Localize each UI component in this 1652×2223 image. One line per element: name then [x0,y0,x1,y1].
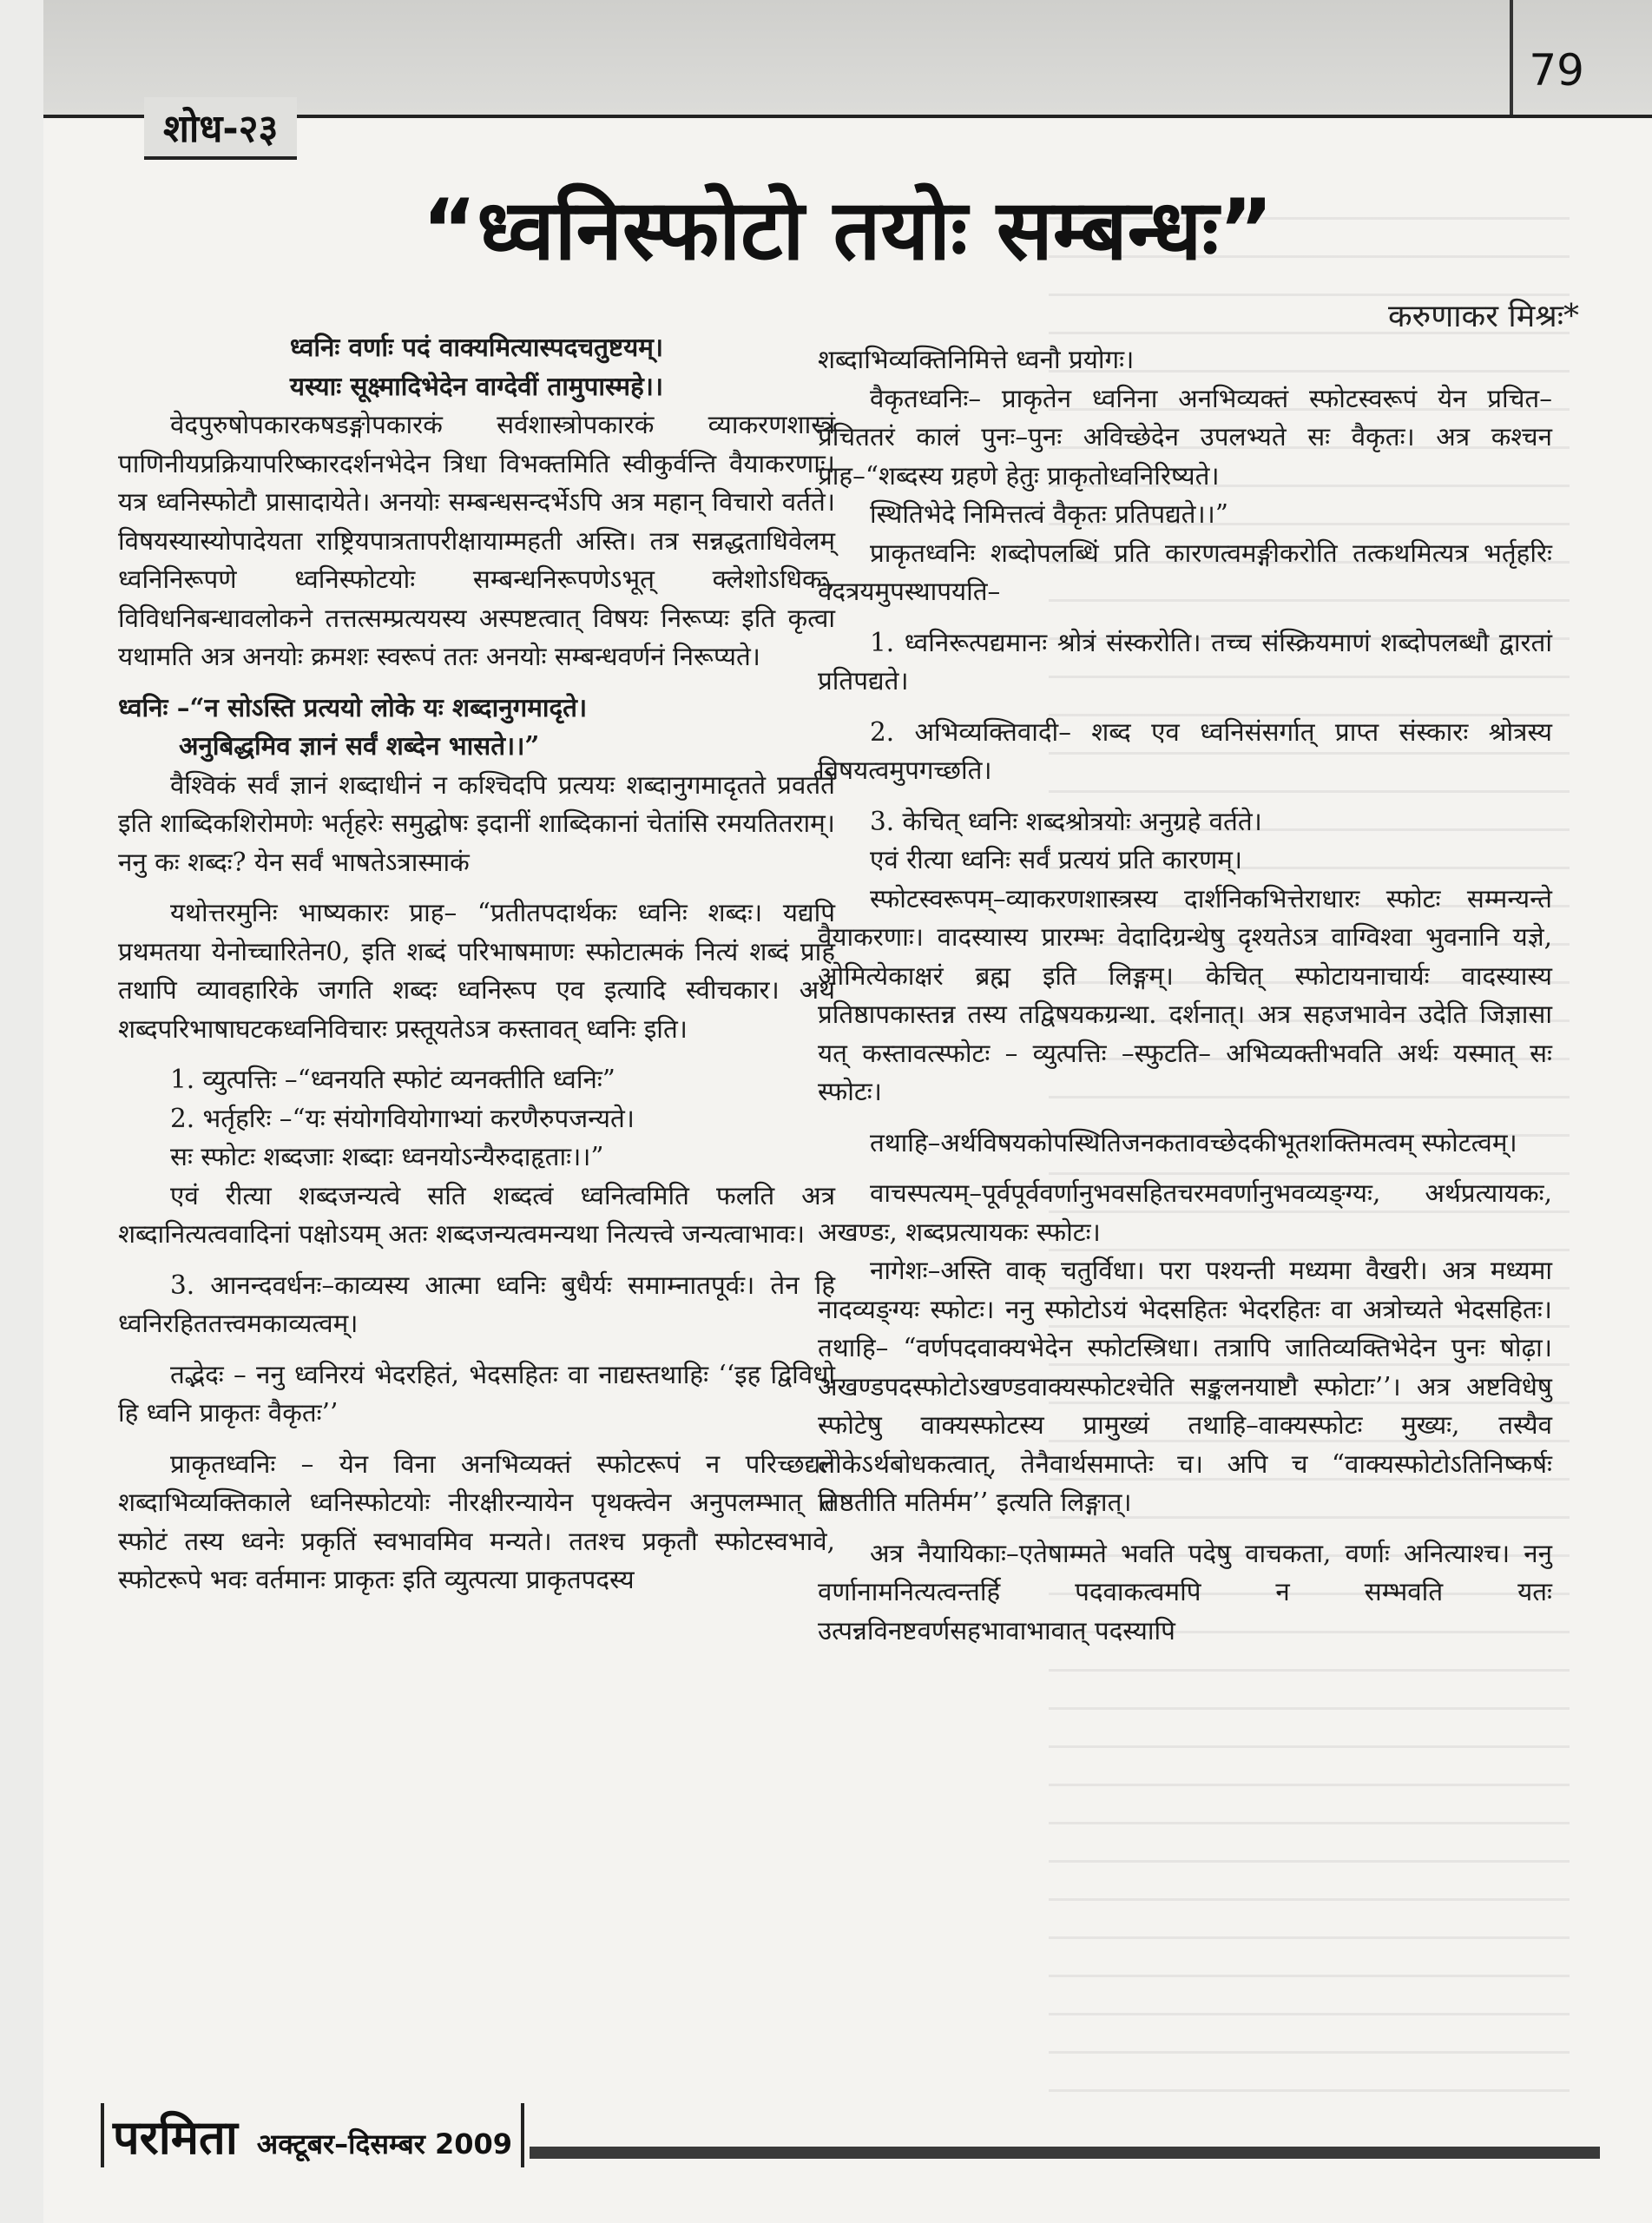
paragraph: वेदपुरुषोपकारकषडङ्गोपकारकं सर्वशास्त्रोपकारकं व्याकरणशास्त्रं पाणिनीयप्रक्रियापरिष्कारदर्शनभेदेन त्रिधा विभक्तमिति स्वीकुर्वन्ति वैयाकरणाः। यत्र ध्वनिस्फोटौ प्रासादायेते। अनयोः सम्बन्धसन्दर्भेऽपि अत्र महान् विचारो वर्तते। विषयस्यास्योपादेयता राष्ट्रियपात्रतापरीक्षायाम्महती अस्ति। तत्र सन्नद्धताधिवेलम् ध्वनिनिरूपणे ध्वनिस्फोटयोः सम्बन्धनिरूपणेऽभूत् क्लेशोऽधिकः, विविधनिबन्धावलोकने तत्तत्सम्प्रत्ययस्य अस्पष्टत्वात् विषयः निरूप्यः इति कृत्वा यथामति अत्र अनयोः क्रमशः स्वरूपं ततः अनयोः सम्बन्धवर्णनं निरूप्यते। [118,410,835,671]
list-item: 1. व्युत्पत्तिः –“ध्वनयति स्फोटं व्यनक्तीति ध्वनिः” [170,1065,615,1094]
paragraph: एवं रीत्या शब्दजन्यत्वे सति शब्दत्वं ध्वनित्वमिति फलति अत्र शब्दानित्यत्ववादिनां पक्षोऽयम् अतः शब्दजन्यत्वमन्यथा नित्यत्त्वे जन्यत्वाभावः। [118,1180,835,1249]
list-item: 2. भर्तृहरिः –“यः संयोगवियोगाभ्यां करणैरुपजन्यते। [170,1103,635,1133]
header-divider [1510,0,1513,115]
page-footer [43,2103,1652,2173]
verse-line: ध्वनिः वर्णाः पदं वाक्यमित्यास्पदचतुष्टयम्। [289,332,664,362]
paragraph: 3. आनन्दवर्धनः–काव्यस्य आत्मा ध्वनिः बुधैर्यः समाम्नातपूर्वः। तेन हि ध्वनिरहिततत्त्वमकाव्यत्वम्। [118,1270,835,1338]
paragraph: वैश्विकं सर्वं ज्ञानं शब्दाधीनं न कश्चिदपि प्रत्ययः शब्दानुगमादृतते प्रवर्तते इति शाब्दिकशिरोमणेः भर्तृहरेः समुद्घोषः इदानीं शाब्दिकानां चेतांसि रमयतितराम्। ननु कः शब्दः? येन सर्वं भाषतेऽत्रास्माकं [118,769,835,877]
paragraph: एवं रीत्या ध्वनिः सर्वं प्रत्ययं प्रति कारणम्। [870,845,1243,874]
footer-masthead [101,2103,524,2167]
verse-line: अनुबिद्धमिव ज्ञानं सर्वं शब्देन भासते।।” [179,730,540,761]
verse-line: सः स्फोटः शब्दजाः शब्दाः ध्वनयोऽन्यैरुदाहृताः।।” [170,1142,604,1171]
paragraph: प्राकृतध्वनिः – येन विना अनभिव्यक्तं स्फोटरूपं न परिच्छद्यते शब्दाभिव्यक्तिकाले ध्वनिस्फोटयोः नीरक्षीरन्यायेन पृथक्त्वेन अनुपलम्भात् तं स्फोटं तस्य ध्वनेः प्रकृतिं स्वभावमिव मन्यते। ततश्च प्रकृतौ स्फोटस्वभावे, स्फोटरूपे भवः वर्तमानः प्राकृतः इति व्युत्पत्या प्राकृतपदस्य [118,1448,835,1594]
section-tag: शोध-२३ [144,97,297,160]
paragraph: प्राकृतध्वनिः शब्दोपलब्धिं प्रति कारणत्वमङ्गीकरोति तत्कथमित्यत्र भर्तृहरिः वेदत्रयमुपस्थापयति– [818,538,1552,606]
paragraph: शब्दाभिव्यक्तिनिमित्ते ध्वनौ प्रयोगः। [818,345,1135,374]
paragraph: वैकृतध्वनिः– प्राकृतेन ध्वनिना अनभिव्यक्तं स्फोटस्वरूपं येन प्रचित–प्रचिततरं कालं पुनः–पुनः अविच्छेदेन उपलभ्यते सः वैकृतः। अत्र कश्चन प्राह–“शब्दस्य ग्रहणे हेतुः प्राकृतोध्वनिरिष्यते। [818,383,1552,491]
paragraph: तद्भेदः – ननु ध्वनिरयं भेदरहितं, भेदसहितः वा नाद्यस्तथाहिः ‘‘इह द्विविधो हि ध्वनि प्राकृतः वैकृतः’’ [118,1359,835,1428]
magazine-page [43,0,1652,2223]
verse-line: ध्वनिः –“न सोऽस्ति प्रत्ययो लोके यः शब्दानुगमादृते। [118,691,588,722]
paragraph: नागेशः–अस्ति वाक् चतुर्विधा। परा पश्यन्ती मध्यमा वैखरी। अत्र मध्यमा नादव्यङ्ग्यः स्फोटः। ननु स्फोटोऽयं भेदसहितः भेदरहितः वा अत्रोच्यते भेदसहितः। तथाहि– “वर्णपदवाक्यभेदेन स्फोटस्त्रिधा। तत्रापि जातिव्यक्तिभेदेन पुनः षोढ़ा। अखण्डपदस्फोटोऽखण्डवाक्यस्फोटश्चेति सङ्कलनयाष्टौ स्फोटाः’’। अत्र अष्टविधेषु स्फोटेषु वाक्यस्फोटस्य प्रामुख्यं तथाहि–वाक्यस्फोटः मुख्यः, तस्यैव लोकेऽर्थबोधकत्वात्, तेनैवार्थसमाप्तेः च। अपि च “वाक्यस्फोटोऽतिनिष्कर्षः तिष्ठतीति मतिर्मम’’ इत्यति लिङ्गात्। [818,1256,1552,1517]
left-column [118,328,835,1600]
page-number: 79 [1529,45,1584,96]
issue-date: अक्टूबर–दिसम्बर 2009 [256,2127,513,2160]
magazine-name: परमिता [113,2110,238,2165]
verse-line: स्थितिभेदे निमित्तत्वं वैकृतः प्रतिपद्यते।।” [870,499,1228,529]
list-item: 2. अभिव्यक्तिवादी– शब्द एव ध्वनिसंसर्गात् प्राप्त संस्कारः श्रोत्रस्य विषयत्वमुपगच्छति। [818,716,1552,785]
paragraph: अत्र नैयायिकाः–एतेषाम्मते भवति पदेषु वाचकता, वर्णाः अनित्याश्च। ननु वर्णानामनित्यत्वन्तर्हि पदवाकत्वमपि न सम्भवति यतः उत्पन्नविनष्टवर्णसहभावाभावात् पदस्यापि [818,1538,1552,1646]
verse-line: यस्याः सूक्ष्मादिभेदेन वाग्देवीं तामुपास्महे।। [289,370,664,401]
right-column [818,340,1552,1650]
list-item: 3. केचित् ध्वनिः शब्दश्रोत्रयोः अनुग्रहे वर्तते। [870,806,1262,836]
paragraph: यथोत्तरमुनिः भाष्यकारः प्राह– “प्रतीतपदार्थकः ध्वनिः शब्दः। यद्यपि प्रथमतया येनोच्चारितेन0, इति शब्दं परिभाषमाणः स्फोटात्मकं नित्यं शब्दं प्राह तथापि व्यावहारिके जगति शब्दः ध्वनिरूप एव इत्यादि स्वीचकार। अथ शब्दपरिभाषाघटकध्वनिविचारः प्रस्तूयतेऽत्र कस्तावत् ध्वनिः इति। [118,898,835,1044]
footer-rule [530,2147,1600,2159]
list-item: 1. ध्वनिरूत्पद्यमानः श्रोत्रं संस्करोति। तच्च संस्क्रियमाणं शब्दोपलब्धौ द्वारतां प्रतिपद्यते। [818,627,1552,696]
paragraph: वाचस्पत्यम्–पूर्वपूर्ववर्णानुभवसहितचरमवर्णानुभवव्यङ्ग्यः, अर्थप्रत्यायकः, अखण्डः, शब्दप्रत्यायकः स्फोटः। [818,1178,1552,1247]
paragraph: तथाहि–अर्थविषयकोपस्थितिजनकतावच्छेदकीभूतशक्तिमत्वम् स्फोटत्वम्। [870,1127,1517,1158]
article-author: करुणाकर मिश्रः* [1388,299,1579,334]
paragraph: स्फोटस्वरूपम्–व्याकरणशास्त्रस्य दार्शनिकभित्तेराधारः स्फोटः सम्मन्यन्ते वैयाकरणाः। वादस्यास्य प्रारम्भः वेदादिग्रन्थेषु दृश्यतेऽत्र वाग्विश्वा भुवनानि यज्ञे, ओमित्येकाक्षरं ब्रह्म इति लिङ्गम्। केचित् स्फोटायनाचार्यः वादस्यास्य प्रतिष्ठापकास्तन्न तस्य तद्विषयकग्रन्था. दर्शनात्। अत्र सहजभावेन उदेति जिज्ञासा यत् कस्तावत्स्फोटः – व्युत्पत्तिः –स्फुटति– अभिव्यक्तीभवति अर्थः यस्मात् सः स्फोटः। [818,883,1552,1106]
article-title: “ध्वनिस्फोटो तयोः सम्बन्धः” [422,181,1274,279]
